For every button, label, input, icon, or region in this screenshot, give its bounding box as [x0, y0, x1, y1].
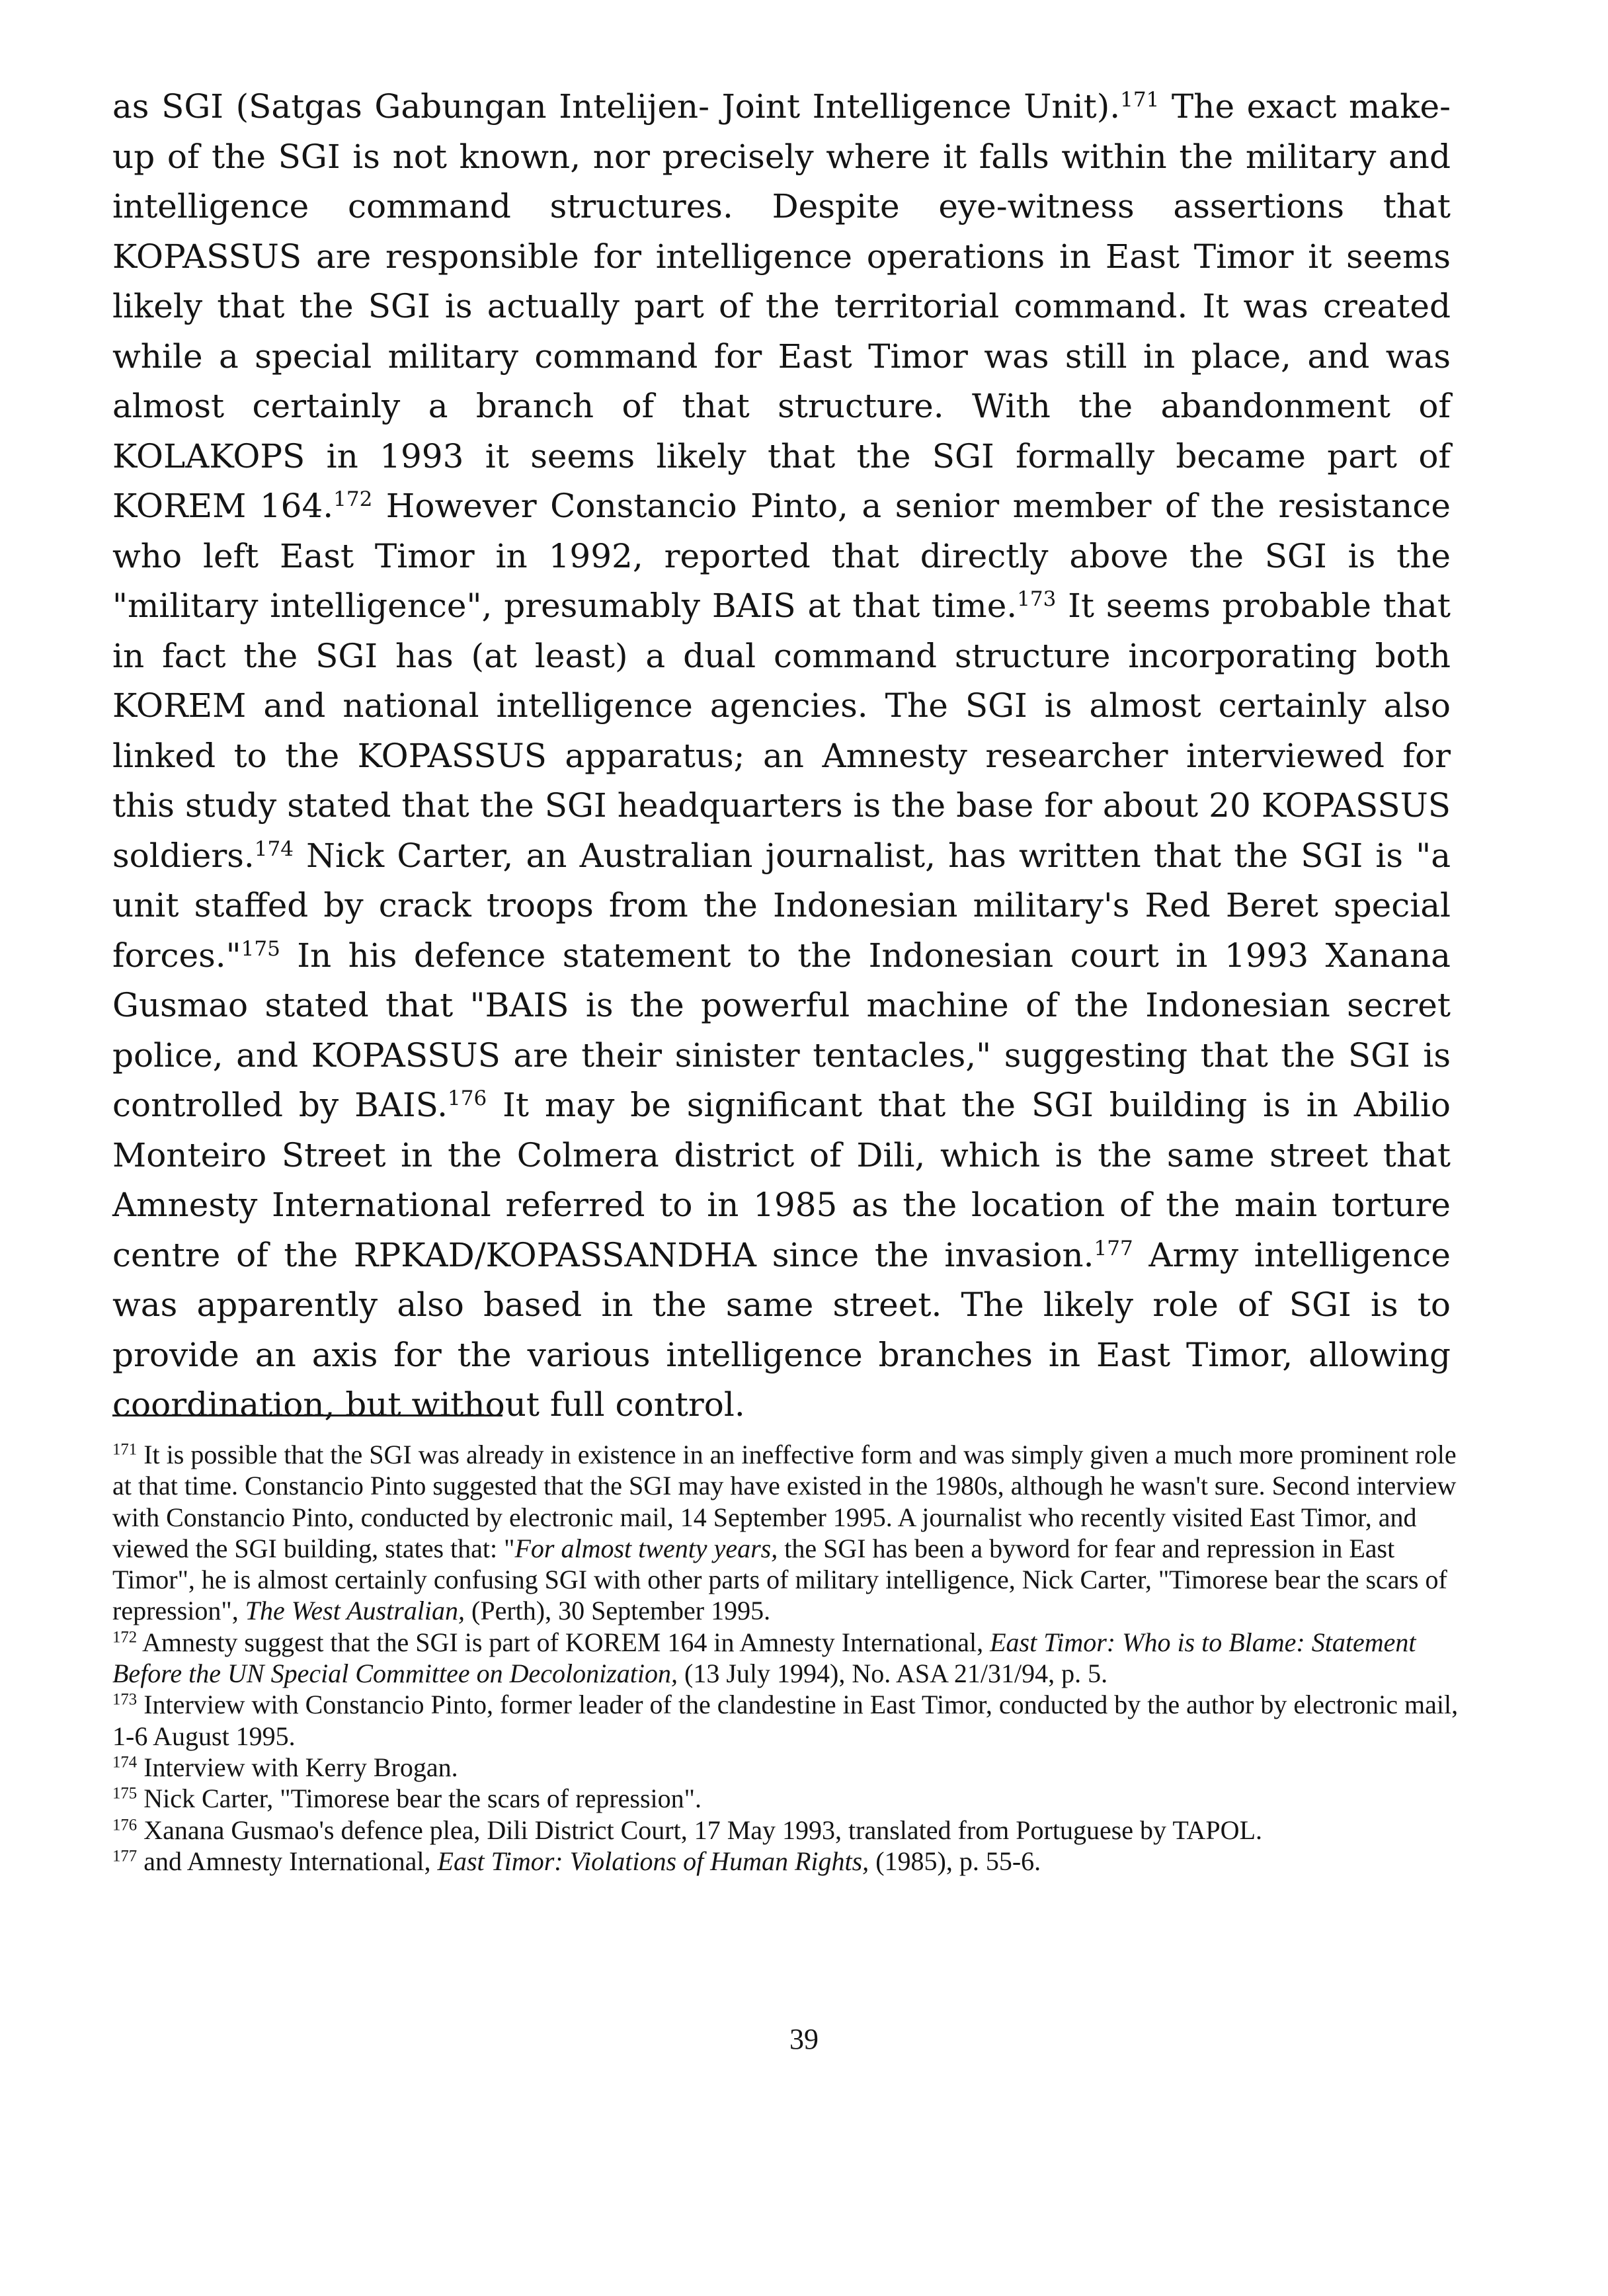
body-text-segment: as SGI (Satgas Gabungan Intelijen- Joint Intelligence Unit). — [112, 87, 1121, 126]
footnote-ref-177[interactable]: 177 — [1094, 1236, 1133, 1260]
footnote-text: Xanana Gusmao's defence plea, Dili District Court, 17 May 1993, translated from Portuguese by TAPOL. — [137, 1815, 1262, 1845]
footnote-text: Nick Carter, "Timorese bear the scars of repression". — [137, 1784, 702, 1814]
footnote-171 — [112, 1439, 1468, 1627]
footnote-ref-171[interactable]: 171 — [1120, 87, 1160, 112]
footnote-number: 174 — [112, 1753, 138, 1772]
footnote-number: 171 — [112, 1440, 138, 1459]
footnote-ref-175[interactable]: 175 — [241, 936, 280, 961]
footnote-number: 175 — [112, 1784, 138, 1803]
page-number: 39 — [789, 2023, 819, 2055]
footnote-177 — [112, 1846, 1468, 1877]
footnote-text: (13 July 1994), No. ASA 21/31/94, p. 5. — [678, 1659, 1108, 1689]
footnote-italic: East Timor: Violations of Human Rights, — [437, 1846, 869, 1876]
footnote-number: 176 — [112, 1815, 138, 1834]
footnote-174 — [112, 1752, 1468, 1783]
body-text-segment: Army intelligence was apparently also based in the same street. The likely role of SGI is to provide an axis for the various intelligence branches in East Timor, allowing coordination, but without full control. — [112, 1235, 1451, 1424]
footnote-italic: The West Australian, — [245, 1596, 465, 1626]
footnote-text: (Perth), 30 September 1995. — [465, 1596, 771, 1626]
footnote-ref-176[interactable]: 176 — [448, 1086, 487, 1110]
footnote-text: Amnesty suggest that the SGI is part of KOREM 164 in Amnesty International, — [137, 1627, 990, 1657]
footnote-text: It is possible that the SGI was already in existence in an ineffective form and was simply given a much more prominent role at that time. Constancio Pinto suggested that the SGI may have existed in the 1980s, although he wasn't sure. Second interview with Constancio Pinto, conducted by electronic mail, 14 September 1995. A journalist who recently visited East Timor, and viewed the SGI building, states that: " — [112, 1440, 1457, 1563]
footnote-ref-174[interactable]: 174 — [254, 837, 294, 861]
footnote-separator — [112, 1414, 502, 1416]
footnote-italic: For almost twenty years, — [514, 1533, 778, 1563]
footnotes-section — [112, 1439, 1468, 1877]
footnote-italic: East Timor: Who is to Blame: Statement Before the UN Special Committee on Decolonization, — [112, 1627, 1416, 1689]
body-text-segment: In his defence statement to the Indonesian court in 1993 Xanana Gusmao stated that "BAIS is the powerful machine of the Indonesian secret police, and KOPASSUS are their sinister tentacles," suggesting that the SGI is controlled by BAIS. — [112, 936, 1451, 1124]
body-text-segment: However Constancio Pinto, a senior member of the resistance who left East Timor in 1992, reported that directly above the SGI is the "military intelligence", presumably BAIS at that time. — [112, 487, 1451, 625]
footnote-text: Interview with Constancio Pinto, former leader of the clandestine in East Timor, conducted by the author by electronic mail, 1-6 August 1995. — [112, 1690, 1459, 1751]
body-text-segment: The exact make-up of the SGI is not known, nor precisely where it falls within the military and intelligence command structures. Despite eye-witness assertions that KOPASSUS are responsible for intelligence operations in East Timor it seems likely that the SGI is actually part of the territorial command. It was created while a special military command for East Timor was still in place, and was almost certainly a branch of that structure. With the abandonment of KOLAKOPS in 1993 it seems likely that the SGI formally became part of KOREM 164. — [112, 87, 1451, 525]
body-text-segment: It may be significant that the SGI building is in Abilio Monteiro Street in the Colmera district of Dili, which is the same street that Amnesty International referred to in 1985 as the location of the main torture centre of the RPKAD/KOPASSANDHA since the invasion. — [112, 1086, 1451, 1274]
footnote-ref-173[interactable]: 173 — [1017, 587, 1057, 611]
footnote-number: 177 — [112, 1847, 138, 1866]
footnote-text: and Amnesty International, — [137, 1846, 438, 1876]
footnote-172 — [112, 1627, 1468, 1690]
footnote-175 — [112, 1783, 1468, 1814]
footnote-text: (1985), p. 55-6. — [869, 1846, 1041, 1876]
body-text-segment: Nick Carter, an Australian journalist, has written that the SGI is "a unit staffed by crack troops from the Indonesian military's Red Beret special forces." — [112, 836, 1451, 975]
footnote-176 — [112, 1815, 1468, 1846]
body-paragraph — [112, 82, 1451, 1430]
footnote-ref-172[interactable]: 172 — [333, 487, 373, 511]
footnote-number: 172 — [112, 1628, 138, 1647]
footnote-text: the SGI has been a byword for fear and repression in East Timor", he is almost certainly confusing SGI with other parts of military intelligence, Nick Carter, "Timorese bear the scars of repression", — [112, 1533, 1447, 1626]
footnote-text: Interview with Kerry Brogan. — [137, 1752, 458, 1782]
footnote-number: 173 — [112, 1690, 138, 1709]
body-text-segment: It seems probable that in fact the SGI has (at least) a dual command structure incorporating both KOREM and national intelligence agencies. The SGI is almost certainly also linked to the KOPASSUS apparatus; an Amnesty researcher interviewed for this study stated that the SGI headquarters is the base for about 20 KOPASSUS soldiers. — [112, 587, 1451, 875]
footnote-173 — [112, 1689, 1468, 1752]
